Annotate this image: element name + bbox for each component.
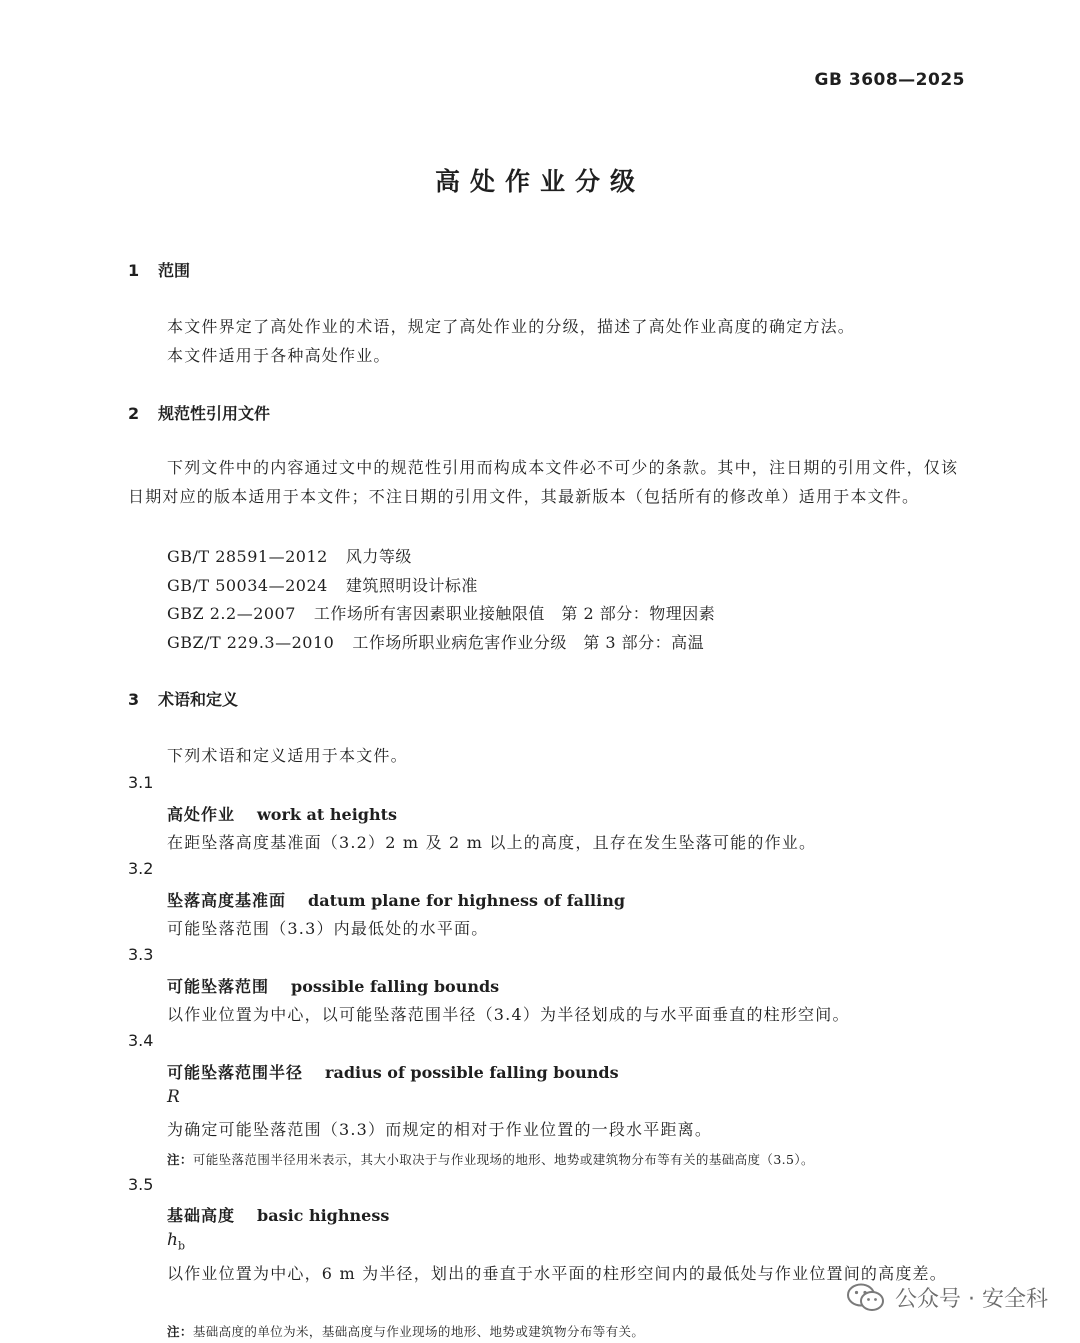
scope-paragraph-1: 本文件界定了高处作业的术语，规定了高处作业的分级，描述了高处作业高度的确定方法。 — [167, 317, 856, 336]
clause-number: 3.5 — [128, 1175, 154, 1194]
term-heading — [167, 974, 499, 997]
reference-title: 风力等级 — [345, 547, 412, 566]
note-label: 注： — [167, 1324, 193, 1339]
term-definition: 以作业位置为中心，以可能坠落范围半径（3.4）为半径划成的与水平面垂直的柱形空间。 — [167, 1005, 850, 1024]
clause-number: 3.3 — [128, 945, 154, 964]
term-definition: 可能坠落范围（3.3）内最低处的水平面。 — [167, 919, 489, 938]
normative-intro: 下列文件中的内容通过文中的规范性引用而构成本文件必不可少的条款。其中，注日期的引用文件，仅该日期对应的版本适用于本文件；不注日期的引用文件，其最新版本（包括所有的修改单）适用于本文件。 — [128, 458, 959, 506]
wechat-icon — [847, 1283, 885, 1313]
term-note — [167, 1322, 644, 1340]
term-chinese: 可能坠落范围半径 — [167, 1063, 304, 1082]
page-title: 高处作业分级 — [434, 167, 645, 196]
term-heading — [167, 802, 397, 825]
term-heading — [167, 1060, 619, 1083]
reference-item — [167, 544, 412, 567]
reference-code: GB/T 50034—2024 — [167, 576, 328, 595]
term-chinese: 基础高度 — [167, 1206, 236, 1225]
term-heading — [167, 888, 625, 911]
term-chinese: 高处作业 — [167, 805, 236, 824]
term-symbol: R — [167, 1087, 180, 1107]
clause-number: 3.4 — [128, 1031, 154, 1050]
term-heading — [167, 1203, 389, 1226]
section-heading-scope — [128, 258, 190, 281]
section-title: 规范性引用文件 — [158, 404, 271, 423]
term-english: work at heights — [257, 805, 397, 824]
watermark — [847, 1282, 1048, 1313]
note-text: 可能坠落范围半径用米表示，其大小取决于与作业现场的地形、地势或建筑物分布等有关的基础高度（3.5）。 — [192, 1152, 814, 1167]
section-number: 1 — [128, 261, 140, 280]
note-label: 注： — [167, 1152, 193, 1167]
section-heading-normative — [128, 401, 270, 424]
term-english: basic highness — [257, 1206, 390, 1225]
scope-paragraph-2: 本文件适用于各种高处作业。 — [167, 346, 391, 365]
term-note — [167, 1150, 814, 1168]
term-english: datum plane for highness of falling — [308, 891, 626, 910]
reference-code: GB/T 28591—2012 — [167, 547, 328, 566]
reference-item — [167, 573, 478, 596]
symbol-subscript: b — [177, 1239, 185, 1253]
reference-title: 工作场所有害因素职业接触限值 第 2 部分：物理因素 — [313, 604, 716, 623]
term-symbol — [167, 1230, 185, 1252]
term-definition: 为确定可能坠落范围（3.3）而规定的相对于作业位置的一段水平距离。 — [167, 1120, 713, 1139]
term-english: possible falling bounds — [291, 977, 500, 996]
symbol-base: h — [167, 1230, 178, 1250]
term-chinese: 坠落高度基准面 — [167, 891, 287, 910]
term-english: radius of possible falling bounds — [325, 1063, 619, 1082]
term-chinese: 可能坠落范围 — [167, 977, 270, 996]
reference-title: 工作场所职业病危害作业分级 第 3 部分：高温 — [352, 633, 705, 652]
clause-number: 3.2 — [128, 859, 154, 878]
section-title: 范围 — [158, 261, 191, 280]
section-number: 3 — [128, 690, 140, 709]
reference-item — [167, 601, 715, 624]
reference-code: GBZ/T 229.3—2010 — [167, 633, 335, 652]
watermark-text: 公众号 · 安全科 — [895, 1287, 1048, 1312]
document-number: GB 3608—2025 — [814, 70, 965, 90]
term-definition: 在距坠落高度基准面（3.2）2 m 及 2 m 以上的高度，且存在发生坠落可能的作业。 — [167, 833, 817, 852]
term-definition: 以作业位置为中心，6 m 为半径，划出的垂直于水平面的柱形空间内的最低处与作业位置间的高度差。 — [167, 1264, 947, 1283]
terms-intro: 下列术语和定义适用于本文件。 — [167, 746, 408, 765]
section-number: 2 — [128, 404, 140, 423]
clause-number: 3.1 — [128, 773, 154, 792]
reference-code: GBZ 2.2—2007 — [167, 604, 296, 623]
note-text: 基础高度的单位为米，基础高度与作业现场的地形、地势或建筑物分布等有关。 — [192, 1324, 645, 1339]
reference-item — [167, 630, 704, 653]
section-heading-terms — [128, 687, 238, 710]
reference-title: 建筑照明设计标准 — [345, 576, 478, 595]
section-title: 术语和定义 — [158, 690, 239, 709]
